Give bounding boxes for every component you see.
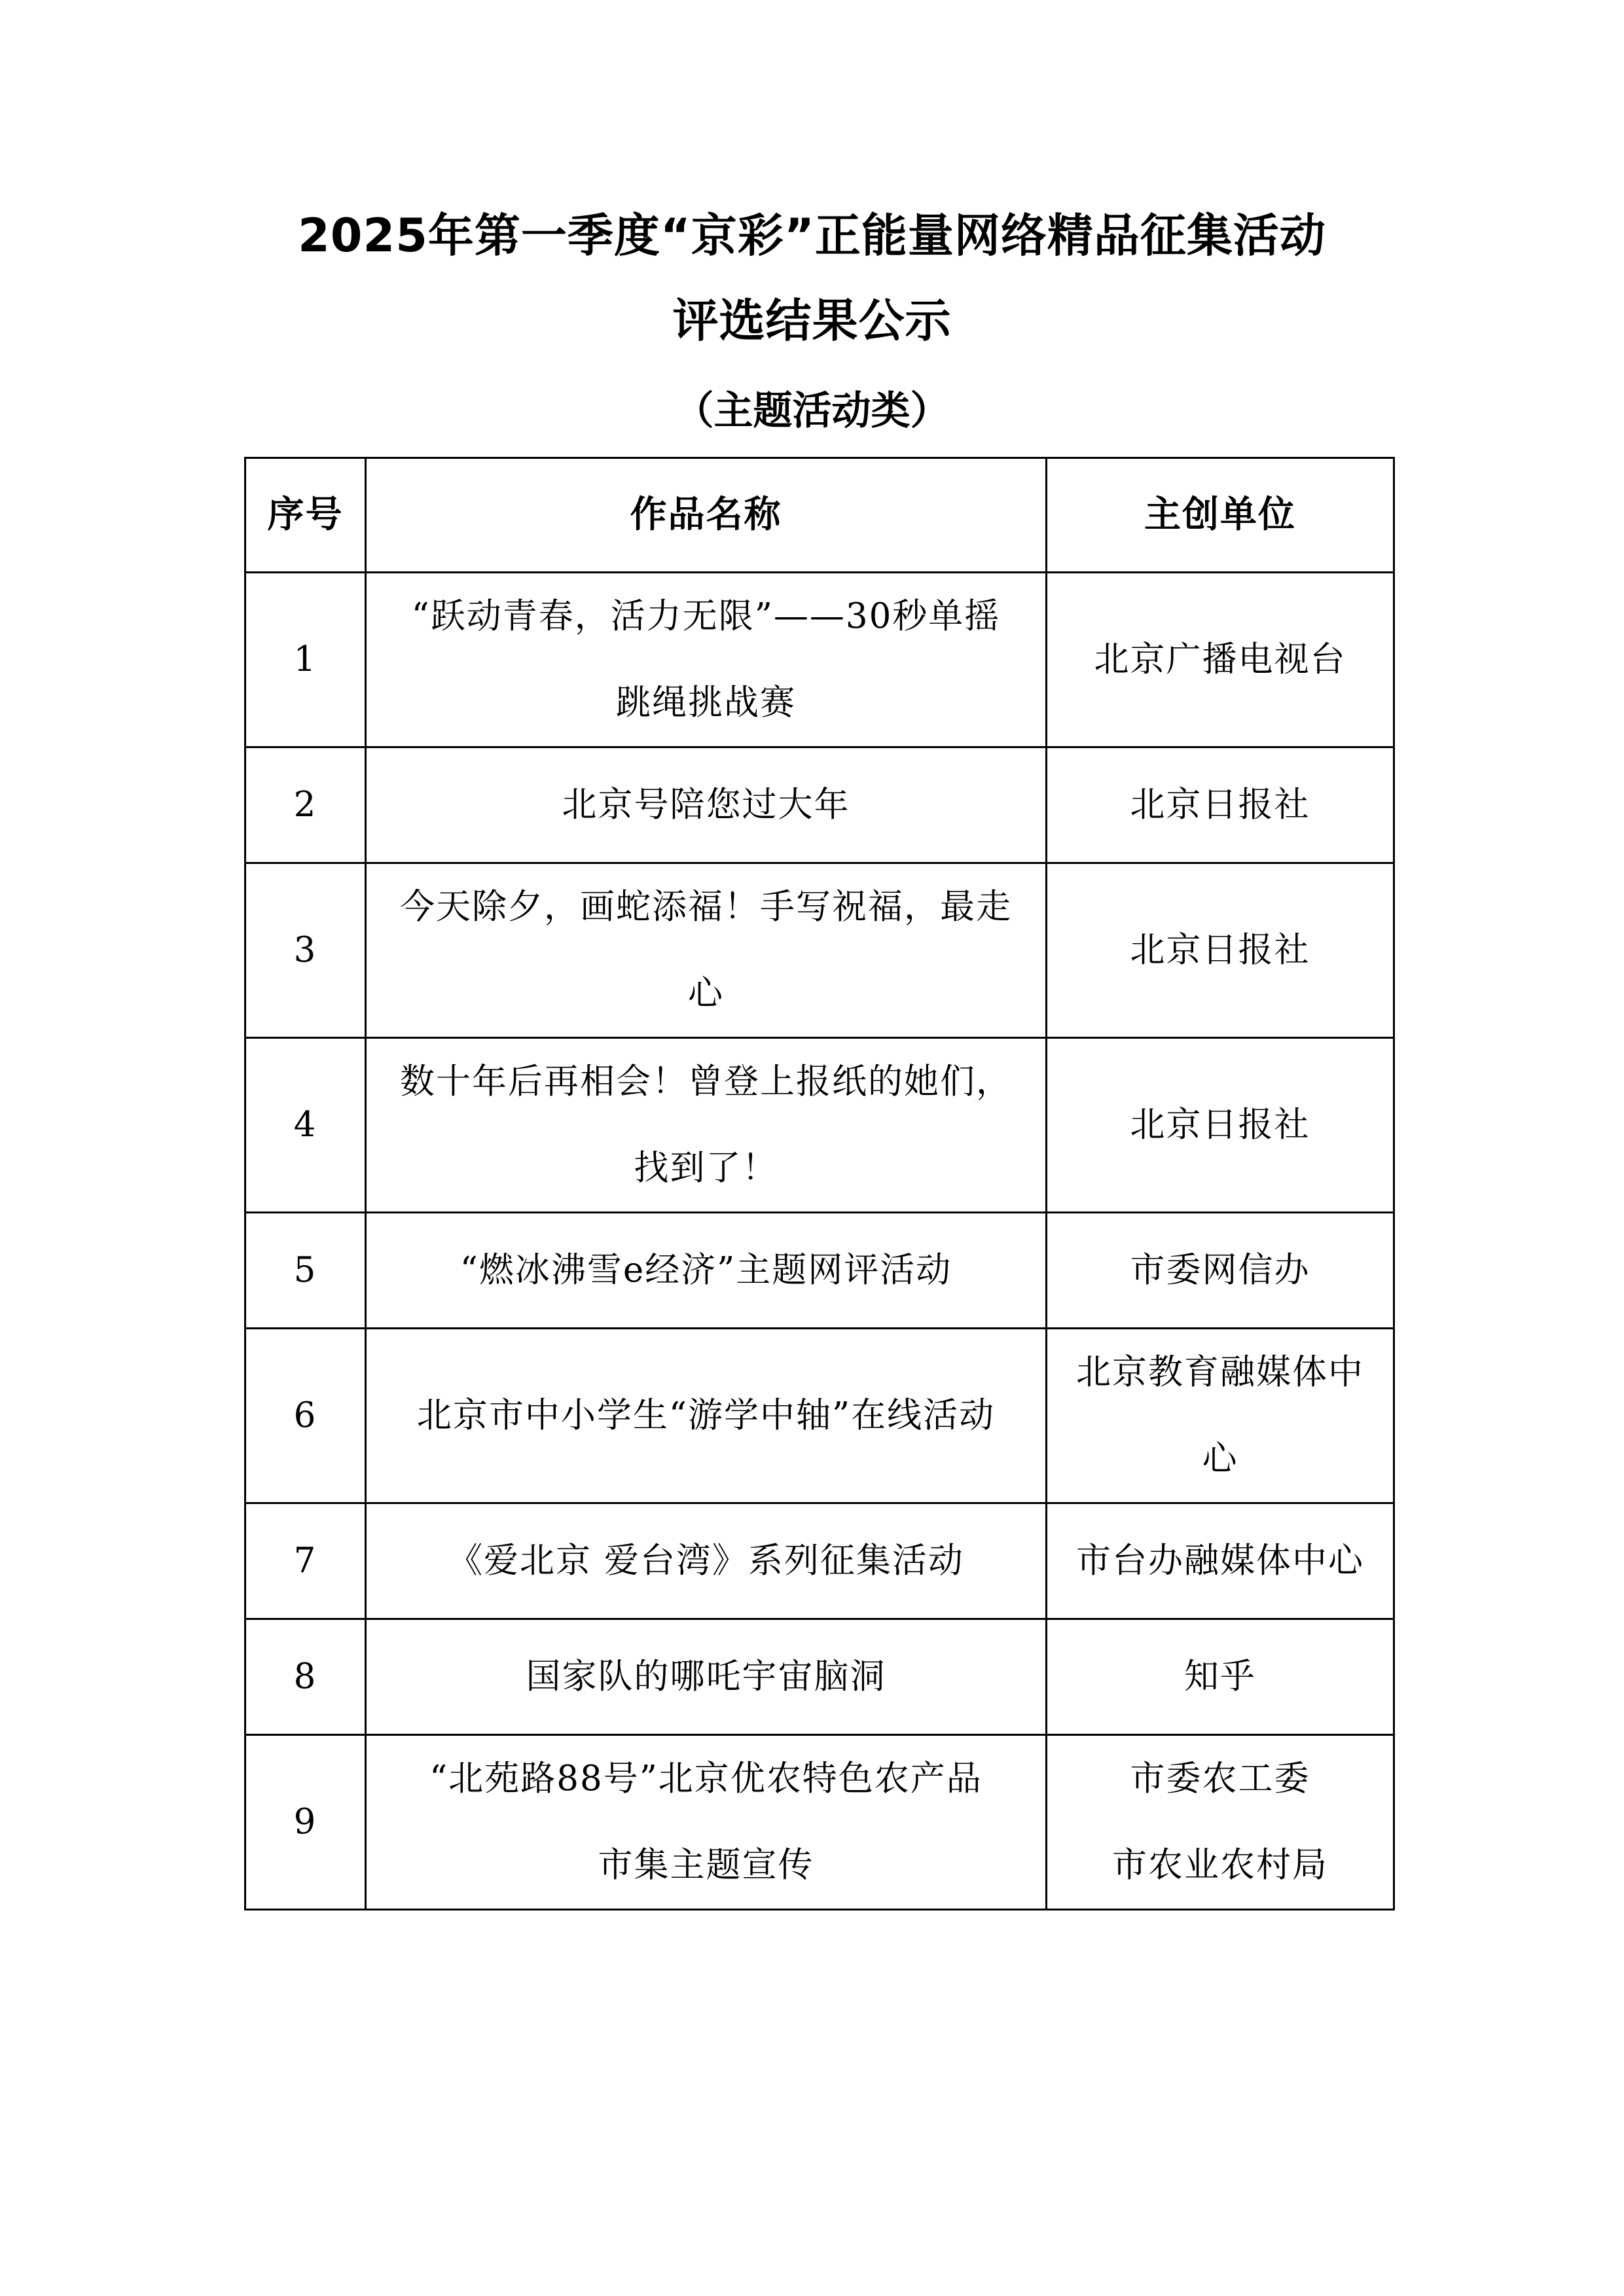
- row-unit-line: 市农业农村局: [1112, 1845, 1328, 1885]
- row-unit: [1047, 1213, 1394, 1329]
- row-unit-line: 北京教育融媒体中: [1076, 1352, 1364, 1392]
- row-name-line: 北京市中小学生“游学中轴”在线活动: [416, 1395, 996, 1435]
- row-unit: [1047, 863, 1394, 1038]
- results-table: [244, 457, 1395, 1910]
- row-name: [366, 1213, 1047, 1329]
- row-unit: [1047, 1038, 1394, 1213]
- row-name: [366, 1735, 1047, 1910]
- row-name-line: “北苑路88号”北京优农特色农产品: [429, 1759, 983, 1799]
- row-name-line: 找到了！: [634, 1148, 778, 1188]
- document-title-line-2: 评选结果公示: [672, 294, 952, 348]
- row-unit-line: 市委农工委: [1130, 1759, 1310, 1799]
- table-row: [245, 1619, 1394, 1735]
- table-row: [245, 1213, 1394, 1329]
- row-unit-line: 知乎: [1184, 1657, 1256, 1696]
- row-name: [366, 863, 1047, 1038]
- row-name-line: 心: [688, 973, 724, 1013]
- row-index: 4: [245, 1038, 366, 1213]
- table-row: [245, 747, 1394, 863]
- row-index: 2: [245, 747, 366, 863]
- table-row: [245, 1038, 1394, 1213]
- row-unit-line: 市委网信办: [1130, 1250, 1310, 1290]
- header-name: 作品名称: [366, 458, 1047, 573]
- header-unit: 主创单位: [1047, 458, 1394, 573]
- row-index: 9: [245, 1735, 366, 1910]
- row-unit-line: 心: [1202, 1439, 1238, 1479]
- document-title-line-1: 2025年第一季度“京彩”正能量网络精品征集活动: [298, 209, 1326, 262]
- row-name: [366, 1619, 1047, 1735]
- row-unit: [1047, 573, 1394, 747]
- header-index: 序号: [245, 458, 366, 573]
- row-unit: [1047, 1503, 1394, 1619]
- row-index: 7: [245, 1503, 366, 1619]
- row-unit-line: 北京日报社: [1130, 785, 1310, 825]
- row-index: 5: [245, 1213, 366, 1329]
- row-name: [366, 573, 1047, 747]
- row-index: 6: [245, 1329, 366, 1503]
- row-index: 8: [245, 1619, 366, 1735]
- row-name-line: 市集主题宣传: [598, 1845, 814, 1885]
- row-name: [366, 1503, 1047, 1619]
- row-name: [366, 1329, 1047, 1503]
- row-name-line: 数十年后再相会！曾登上报纸的她们，: [400, 1062, 1012, 1102]
- row-name-line: 《爱北京 爱台湾》系列征集活动: [448, 1541, 964, 1581]
- table-row: [245, 1329, 1394, 1503]
- table-row: [245, 863, 1394, 1038]
- row-name: [366, 747, 1047, 863]
- table-header-row: [245, 458, 1394, 573]
- row-unit-line: 北京日报社: [1130, 930, 1310, 970]
- row-unit-line: 北京日报社: [1130, 1105, 1310, 1145]
- row-name-line: 今天除夕，画蛇添福！手写祝福，最走: [400, 887, 1012, 927]
- row-name: [366, 1038, 1047, 1213]
- row-name-line: 跳绳挑战赛: [616, 683, 796, 723]
- row-name-line: “跃动青春，活力无限”——30秒单摇: [411, 596, 1001, 636]
- row-name-line: 北京号陪您过大年: [562, 785, 850, 825]
- row-index: 1: [245, 573, 366, 747]
- table-row: [245, 1503, 1394, 1619]
- document-subtitle: （主题活动类）: [674, 388, 950, 434]
- table-row: [245, 573, 1394, 747]
- row-index: 3: [245, 863, 366, 1038]
- row-name-line: “燃冰沸雪e经济”主题网评活动: [460, 1250, 952, 1290]
- row-unit: [1047, 1735, 1394, 1910]
- row-unit: [1047, 1329, 1394, 1503]
- row-unit: [1047, 1619, 1394, 1735]
- row-name-line: 国家队的哪吒宇宙脑洞: [526, 1657, 886, 1696]
- row-unit-line: 北京广播电视台: [1094, 639, 1346, 679]
- row-unit: [1047, 747, 1394, 863]
- row-unit-line: 市台办融媒体中心: [1076, 1541, 1364, 1581]
- table-row: [245, 1735, 1394, 1910]
